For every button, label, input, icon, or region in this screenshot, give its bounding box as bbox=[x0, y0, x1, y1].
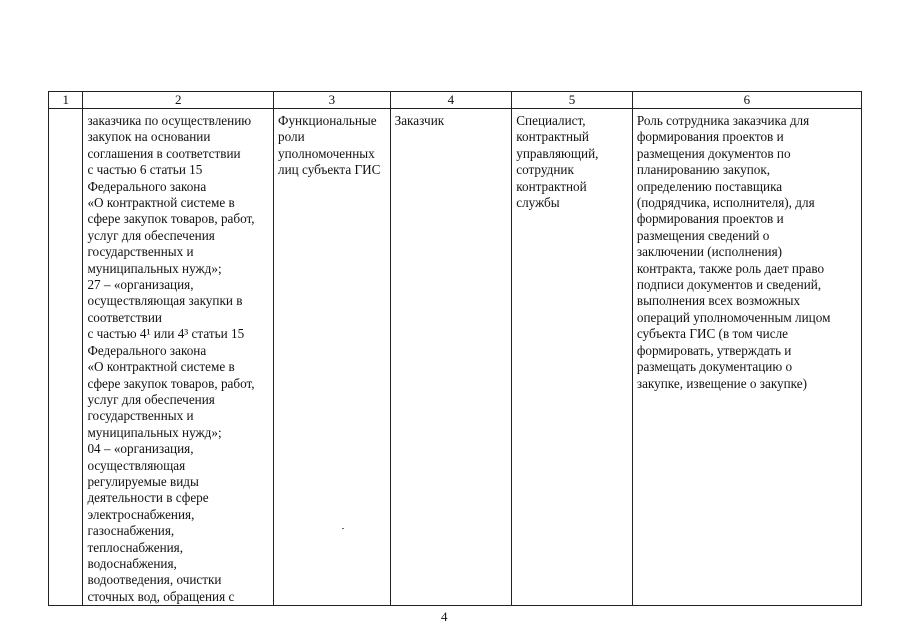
text-line: формировать, утверждать и bbox=[636, 342, 792, 358]
text-line: услуг для обеспечения bbox=[87, 227, 215, 243]
text-line: осуществляющая закупки в bbox=[87, 293, 243, 309]
text-line: электроснабжения, bbox=[87, 506, 195, 522]
table-row bbox=[49, 109, 862, 606]
text-line: заказчика по осуществлению bbox=[87, 113, 252, 128]
cell-col4-text bbox=[395, 113, 512, 129]
text-line: сточных вод, обращения с bbox=[87, 588, 235, 604]
cell-col3-text bbox=[278, 113, 390, 179]
text-line: Федерального закона bbox=[87, 342, 207, 358]
text-line: сфере закупок товаров, работ, bbox=[87, 375, 255, 391]
text-line: (подрядчика, исполнителя), для bbox=[636, 195, 815, 211]
text-line: роли bbox=[278, 129, 305, 145]
text-line: Роль сотрудника заказчика для bbox=[636, 113, 810, 128]
header-cell-6: 6 bbox=[632, 92, 861, 109]
text-line: лиц субъекта ГИС bbox=[278, 162, 381, 178]
text-line: контракта, также роль дает право bbox=[636, 260, 825, 276]
text-line: сотрудник bbox=[516, 162, 574, 178]
text-line: услуг для обеспечения bbox=[87, 391, 215, 407]
text-line: управляющий, bbox=[516, 145, 599, 161]
text-line: формирования проектов и bbox=[636, 211, 784, 227]
cell-col2-text bbox=[87, 113, 273, 605]
header-cell-2: 2 bbox=[83, 92, 274, 109]
text-line: «О контрактной системе в bbox=[87, 195, 235, 211]
text-line: Заказчик bbox=[394, 113, 445, 128]
text-line: Функциональные bbox=[278, 113, 377, 128]
cell-col2 bbox=[83, 109, 274, 606]
text-line: муниципальных нужд»; bbox=[87, 424, 222, 440]
text-line: службы bbox=[516, 195, 560, 211]
text-line: регулируемые виды bbox=[87, 473, 199, 489]
header-cell-5: 5 bbox=[512, 92, 633, 109]
text-line: заключении (исполнения) bbox=[636, 244, 783, 260]
text-line: с частью 6 статьи 15 bbox=[87, 162, 203, 178]
text-line: размещения документов по bbox=[636, 145, 791, 161]
scan-speck bbox=[342, 528, 344, 529]
text-line: сфере закупок товаров, работ, bbox=[87, 211, 255, 227]
text-line: операций уполномоченным лицом bbox=[636, 309, 831, 325]
header-cell-3: 3 bbox=[274, 92, 391, 109]
text-line: газоснабжения, bbox=[87, 523, 175, 539]
text-line: 27 – «организация, bbox=[87, 277, 194, 293]
text-line: «О контрактной системе в bbox=[87, 359, 235, 375]
header-cell-4: 4 bbox=[390, 92, 512, 109]
text-line: выполнения всех возможных bbox=[636, 293, 801, 309]
document-table bbox=[48, 91, 862, 606]
text-line: деятельности в сфере bbox=[87, 490, 209, 506]
text-line: контрактный bbox=[516, 129, 589, 145]
page-number: 4 bbox=[441, 609, 448, 624]
text-line: размещения сведений о bbox=[636, 227, 770, 243]
text-line: водоотведения, очистки bbox=[87, 572, 222, 588]
header-cell-1: 1 bbox=[49, 92, 83, 109]
text-line: с частью 4¹ или 4³ статьи 15 bbox=[87, 326, 245, 342]
text-line: планированию закупок, bbox=[636, 162, 771, 178]
cell-col4 bbox=[390, 109, 512, 606]
text-line: муниципальных нужд»; bbox=[87, 260, 222, 276]
text-line: теплоснабжения, bbox=[87, 539, 184, 555]
cell-col6 bbox=[632, 109, 861, 606]
text-line: определению поставщика bbox=[636, 178, 783, 194]
cell-col5-text bbox=[516, 113, 632, 211]
text-line: контрактной bbox=[516, 178, 587, 194]
text-line: государственных и bbox=[87, 244, 194, 260]
text-line: 04 – «организация, bbox=[87, 441, 194, 457]
text-line: водоснабжения, bbox=[87, 555, 177, 571]
cell-col1 bbox=[49, 109, 83, 606]
text-line: субъекта ГИС (в том числе bbox=[636, 326, 789, 342]
text-line: уполномоченных bbox=[278, 145, 375, 161]
text-line: подписи документов и сведений, bbox=[636, 277, 822, 293]
text-line: формирования проектов и bbox=[636, 129, 784, 145]
text-line: государственных и bbox=[87, 408, 194, 424]
text-line: соответствии bbox=[87, 309, 162, 325]
text-line: Федерального закона bbox=[87, 178, 207, 194]
header-row bbox=[49, 92, 862, 109]
text-line: осуществляющая bbox=[87, 457, 186, 473]
cell-col6-text bbox=[637, 113, 861, 392]
text-line: соглашения в соответствии bbox=[87, 145, 241, 161]
text-line: Специалист, bbox=[516, 113, 586, 128]
text-line: размещать документацию о bbox=[636, 359, 793, 375]
text-line: закупок на основании bbox=[87, 129, 211, 145]
cell-col5 bbox=[512, 109, 633, 606]
cell-col3 bbox=[274, 109, 391, 606]
text-line: закупке, извещение о закупке) bbox=[636, 375, 808, 391]
